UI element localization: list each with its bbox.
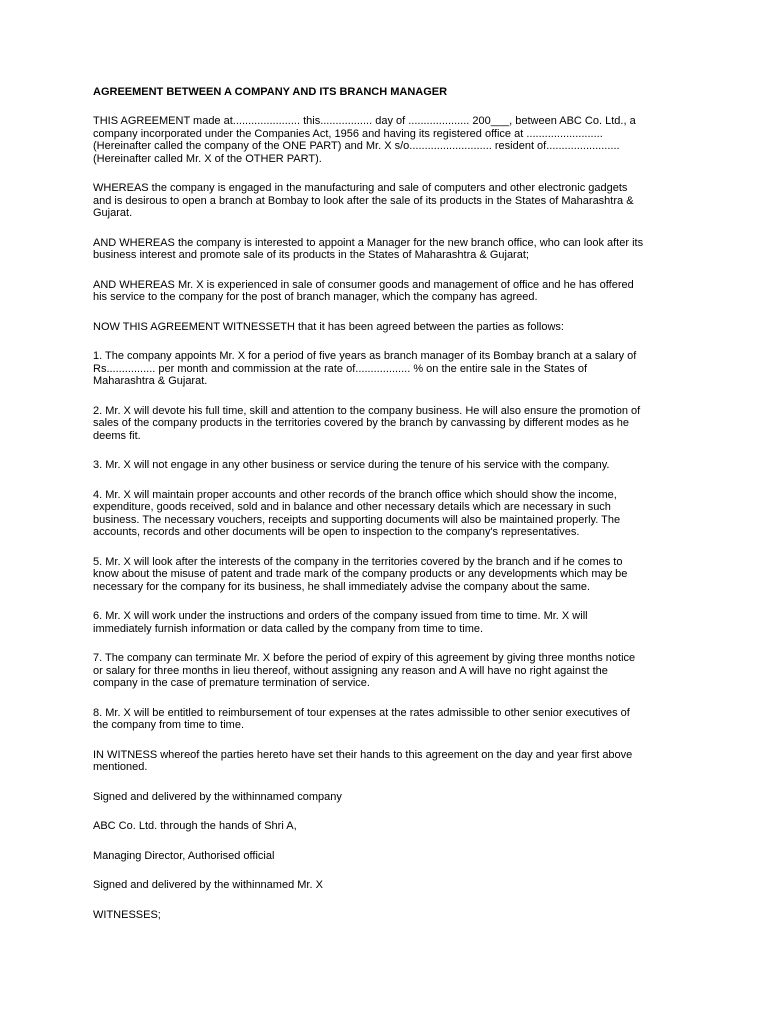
- text-line: Signed and delivered by the withinnamed Mr. X: [93, 879, 323, 891]
- text-line: 1. The company appoints Mr. X for a period of five years as branch manager of its Bombay branch at a salary of: [93, 350, 637, 362]
- text-line: AND WHEREAS Mr. X is experienced in sale of consumer goods and management of office and he has offered: [93, 278, 634, 291]
- text-line: expenditure, goods received, sold and in balance and other necessary details which are necessary in such: [93, 501, 611, 513]
- text-line: (Hereinafter called the company of the ONE PART) and Mr. X s/o........................... resident of........................: [93, 140, 620, 152]
- text-line: NOW THIS AGREEMENT WITNESSETH that it has been agreed between the parties as follows:: [93, 320, 564, 333]
- text-line: accounts, records and other documents will be open to inspection to the company's representatives.: [93, 526, 580, 538]
- text-line: 3. Mr. X will not engage in any other business or service during the tenure of his service with the company.: [93, 459, 610, 471]
- text-line: know about the misuse of patent and trade mark of the company products or any developments which may be: [93, 568, 628, 580]
- text-line: WHEREAS the company is engaged in the manufacturing and sale of computers and other electronic gadgets: [93, 182, 628, 194]
- clause-2: [93, 405, 683, 443]
- text-line: 5. Mr. X will look after the interests of the company in the territories covered by the branch and if he comes to: [93, 555, 623, 568]
- text-line: Rs................ per month and commission at the rate of.................. % on the entire sale in the States of: [93, 362, 588, 375]
- signature-mr-x: [93, 879, 683, 892]
- para-whereas-2: [93, 237, 683, 262]
- text-line: ABC Co. Ltd. through the hands of Shri A,: [93, 820, 297, 832]
- text-line: IN WITNESS whereof the parties hereto have set their hands to this agreement on the day and year first above: [93, 748, 633, 761]
- agreement-document: [93, 86, 683, 921]
- text-line: and is desirous to open a branch at Bombay to look after the sale of its products in the States of Maharashtra &: [93, 194, 634, 207]
- clause-1: [93, 350, 683, 388]
- text-line: company incorporated under the Companies Act, 1956 and having its registered office at .........................: [93, 127, 603, 140]
- para-preamble: [93, 115, 683, 165]
- text-line: sales of the company products in the territories covered by the branch by canvassing by different modes as he: [93, 417, 630, 429]
- text-line: THIS AGREEMENT made at...................... this................. day of .................... 200___, between ABC Co. Ltd., a: [93, 115, 636, 127]
- clause-4: [93, 489, 683, 539]
- document-title: AGREEMENT BETWEEN A COMPANY AND ITS BRANCH MANAGER: [93, 86, 448, 98]
- text-line: 7. The company can terminate Mr. X before the period of expiry of this agreement by giving three months notice: [93, 652, 636, 664]
- witnesses-heading: [93, 909, 683, 922]
- clause-3: [93, 459, 683, 472]
- signature-company-role: [93, 850, 683, 863]
- text-line: 6. Mr. X will work under the instructions and orders of the company issued from time to time. Mr. X will: [93, 610, 588, 622]
- clause-6: [93, 610, 683, 635]
- text-line: immediately furnish information or data called by the company from time to time.: [93, 622, 484, 635]
- text-line: company in the case of premature termination of service.: [93, 677, 370, 689]
- para-in-witness: [93, 749, 683, 774]
- text-line: business. The necessary vouchers, receipts and supporting documents will also be maintained properly. The: [93, 513, 621, 526]
- text-line: mentioned.: [93, 761, 148, 773]
- para-whereas-1: [93, 182, 683, 220]
- text-line: Signed and delivered by the withinnamed company: [93, 790, 342, 803]
- clause-8: [93, 707, 683, 732]
- text-line: Gujarat.: [93, 207, 133, 219]
- signature-company-agent: [93, 820, 683, 833]
- text-line: Maharashtra & Gujarat.: [93, 375, 208, 387]
- text-line: necessary for the company for its business, he shall immediately advise the company about the same.: [93, 580, 591, 593]
- clause-7: [93, 652, 683, 690]
- para-whereas-3: [93, 279, 683, 304]
- text-line: the company from time to time.: [93, 719, 244, 731]
- text-line: 4. Mr. X will maintain proper accounts and other records of the branch office which should show the income,: [93, 488, 617, 501]
- text-line: his service to the company for the post of branch manager, which the company has agreed.: [93, 291, 538, 303]
- clause-5: [93, 556, 683, 594]
- text-line: Managing Director, Authorised official: [93, 849, 275, 862]
- text-line: AND WHEREAS the company is interested to appoint a Manager for the new branch office, who can look after its: [93, 236, 644, 249]
- text-line: deems fit.: [93, 429, 141, 442]
- text-line: WITNESSES;: [93, 908, 161, 921]
- text-line: 2. Mr. X will devote his full time, skill and attention to the company business. He will also ensure the promotion of: [93, 404, 641, 417]
- signature-company: [93, 791, 683, 804]
- text-line: or salary for three months in lieu thereof, without assigning any reason and A will have no right against the: [93, 664, 608, 677]
- para-witnesseth: [93, 321, 683, 334]
- text-line: (Hereinafter called Mr. X of the OTHER PART).: [93, 152, 322, 165]
- text-line: 8. Mr. X will be entitled to reimbursement of tour expenses at the rates admissible to other senior executives of: [93, 706, 630, 719]
- text-line: business interest and promote sale of its products in the States of Maharashtra & Gujarat;: [93, 249, 529, 261]
